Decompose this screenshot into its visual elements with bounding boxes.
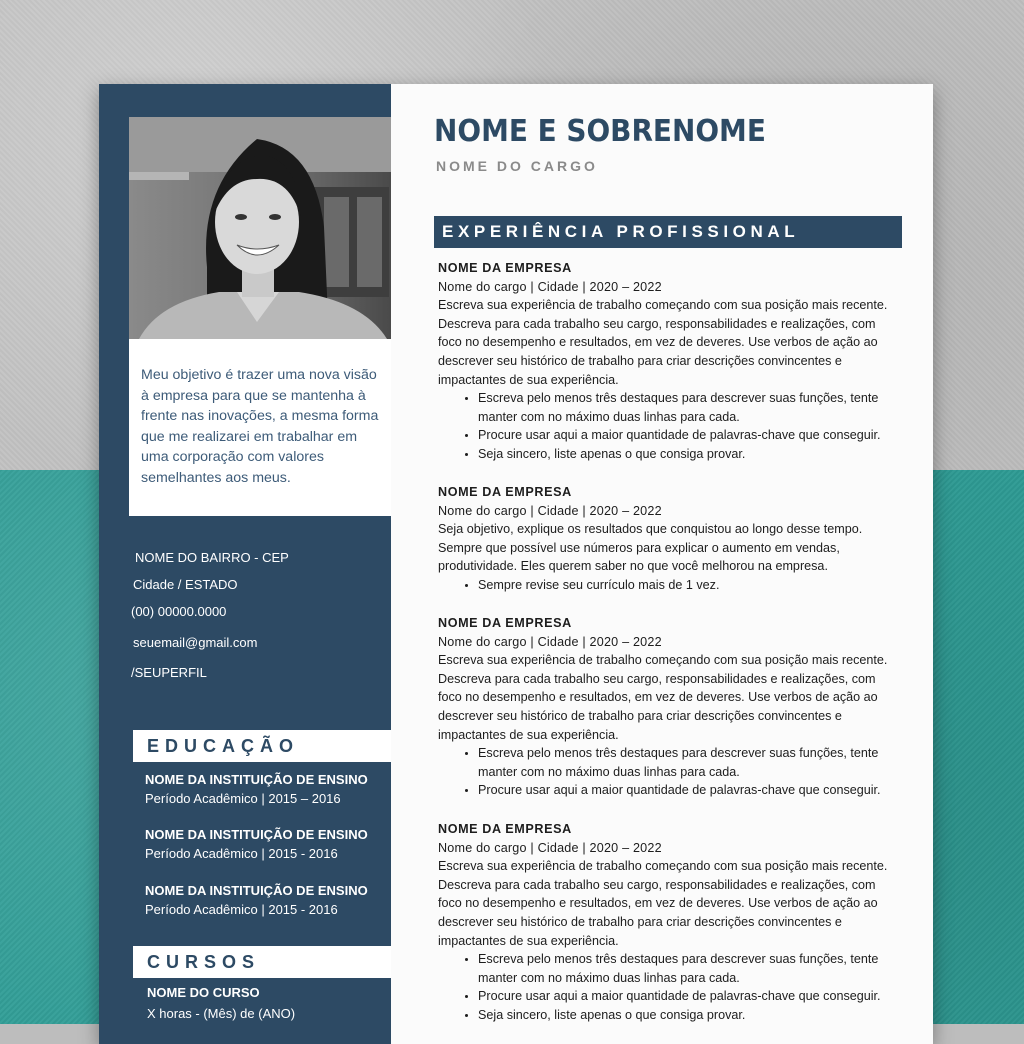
contact-phone: (00) 00000.0000 [131, 604, 227, 619]
education-item [145, 772, 385, 806]
job-bullets [438, 744, 898, 800]
job-bullets [438, 950, 898, 1024]
resume-page [99, 84, 933, 1044]
education-institution: NOME DA INSTITUIÇÃO DE ENSINO [145, 883, 368, 898]
job-bullet: • Procure usar aqui a maior quantidade de palavras-chave que conseguir. [478, 781, 898, 800]
contact-profile: /SEUPERFIL [131, 665, 207, 680]
job-company: NOME DA EMPRESA [438, 822, 572, 836]
job-company: NOME DA EMPRESA [438, 261, 572, 275]
job-description: Escreva sua experiência de trabalho começando com sua posição mais recente. Descreva para cada trabalho seu cargo, responsabilidades e realizações, com foco no desempenho e resultados, em vez de deveres. Use verbos de ação ao descrever seu histórico de trabalho para criar descrições convincentes e impactantes de sua experiência. [438, 859, 888, 948]
job-bullet: • Seja sincero, liste apenas o que consiga provar. [478, 445, 898, 464]
education-period: Período Acadêmico | 2015 – 2016 [145, 791, 341, 806]
job-bullets [438, 576, 898, 595]
job-company: NOME DA EMPRESA [438, 616, 572, 630]
full-name: NOME E SOBRENOME [434, 114, 766, 149]
job-bullet: • Sempre revise seu currículo mais de 1 vez. [478, 576, 898, 595]
job-description: Seja objetivo, explique os resultados que conquistou ao longo desse tempo. Sempre que possível use números para explicar o aumento em vendas, produtividade. Eles querem saber no que você melhorou na empresa. [438, 522, 863, 574]
job-description: Escreva sua experiência de trabalho começando com sua posição mais recente. Descreva para cada trabalho seu cargo, responsabilidades e realizações, com foco no desempenho e resultados, em vez de deveres. Use verbos de ação ao descrever seu histórico de trabalho para criar descrições convincentes e impactantes de sua experiência. [438, 653, 888, 742]
courses-heading: CURSOS [133, 946, 391, 978]
profile-photo [129, 117, 391, 339]
job-bullet: • Escreva pelo menos três destaques para descrever suas funções, tente manter com no máximo duas linhas para cada. [478, 744, 898, 781]
course-name: NOME DO CURSO [147, 985, 260, 1000]
job-meta: Nome do cargo | Cidade | 2020 – 2022 [438, 279, 662, 294]
course-item [147, 985, 387, 1021]
job-bullet: • Procure usar aqui a maior quantidade de palavras-chave que conseguir. [478, 426, 898, 445]
portrait-image [129, 117, 391, 339]
job-bullets [438, 389, 898, 463]
job-company: NOME DA EMPRESA [438, 485, 572, 499]
education-institution: NOME DA INSTITUIÇÃO DE ENSINO [145, 772, 368, 787]
job-bullet: • Escreva pelo menos três destaques para descrever suas funções, tente manter com no máximo duas linhas para cada. [478, 389, 898, 426]
sidebar [99, 84, 391, 1044]
job-bullet: • Seja sincero, liste apenas o que consiga provar. [478, 1006, 898, 1025]
experience-heading: EXPERIÊNCIA PROFISSIONAL [434, 216, 902, 248]
job-title: NOME DO CARGO [436, 158, 598, 174]
education-item [145, 883, 385, 917]
job-entry [438, 820, 898, 1025]
objective-text: Meu objetivo é trazer uma nova visão à empresa para que se mantenha à frente nas inovações, a mesma forma que me realizarei em trabalhar em uma corporação com valores semelhantes aos meus. [129, 339, 391, 516]
education-period: Período Acadêmico | 2015 - 2016 [145, 846, 338, 861]
job-bullet: • Escreva pelo menos três destaques para descrever suas funções, tente manter com no máximo duas linhas para cada. [478, 950, 898, 987]
course-detail: X horas - (Mês) de (ANO) [147, 1006, 296, 1021]
contact-address: NOME DO BAIRRO - CEP [135, 550, 289, 565]
job-entry [438, 483, 898, 595]
job-meta: Nome do cargo | Cidade | 2020 – 2022 [438, 634, 662, 649]
education-period: Período Acadêmico | 2015 - 2016 [145, 902, 338, 917]
job-description: Escreva sua experiência de trabalho começando com sua posição mais recente. Descreva para cada trabalho seu cargo, responsabilidades e realizações, com foco no desempenho e resultados, em vez de deveres. Use verbos de ação ao descrever seu histórico de trabalho para criar descrições convincentes e impactantes de sua experiência. [438, 298, 888, 387]
contact-city: Cidade / ESTADO [133, 577, 238, 592]
education-item [145, 827, 385, 861]
contact-email: seuemail@gmail.com [133, 635, 258, 650]
job-bullet: • Procure usar aqui a maior quantidade de palavras-chave que conseguir. [478, 987, 898, 1006]
job-meta: Nome do cargo | Cidade | 2020 – 2022 [438, 840, 662, 855]
job-entry [438, 614, 898, 800]
job-meta: Nome do cargo | Cidade | 2020 – 2022 [438, 503, 662, 518]
education-institution: NOME DA INSTITUIÇÃO DE ENSINO [145, 827, 368, 842]
job-entry [438, 259, 898, 464]
education-heading: EDUCAÇÃO [133, 730, 391, 762]
